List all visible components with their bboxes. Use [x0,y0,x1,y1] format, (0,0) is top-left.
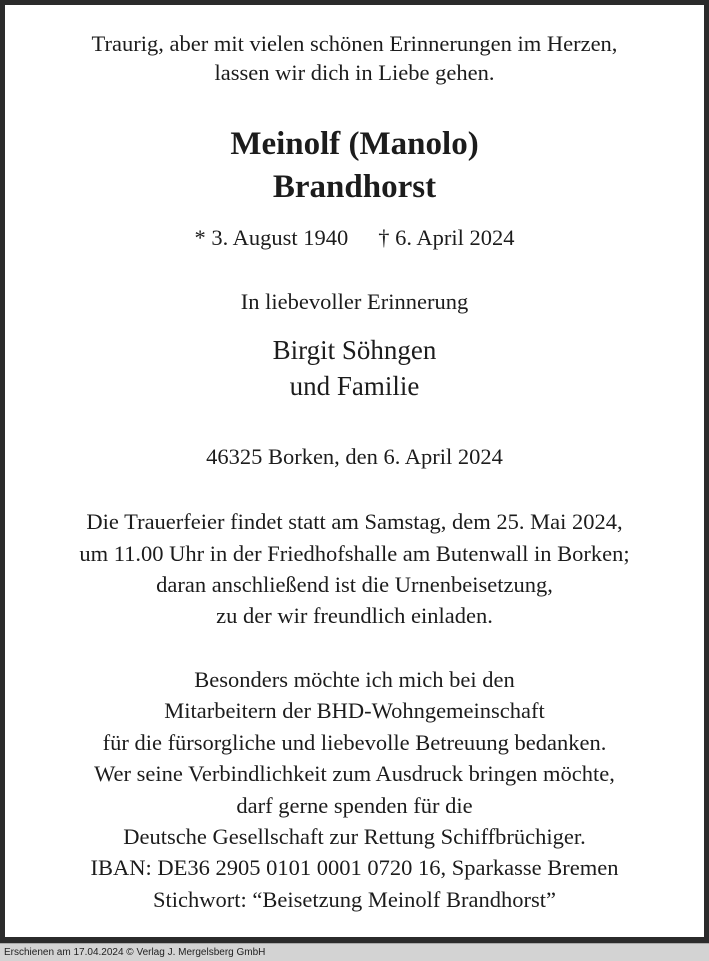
intro-line-1: Traurig, aber mit vielen schönen Erinnerungen im Herzen, [91,31,618,56]
ceremony-line-1: Die Trauerfeier findet statt am Samstag, dem 25. Mai 2024, [86,509,623,534]
thanks-line-3: für die fürsorgliche und liebevolle Betreuung bedanken. [102,730,607,755]
publication-footer: Erschienen am 17.04.2024 © Verlag J. Mergelsberg GmbH [0,943,709,961]
deceased-name-line-2: Brandhorst [272,169,437,205]
ceremony-line-2: um 11.00 Uhr in der Friedhofshalle am Butenwall in Borken; [79,541,630,566]
place-date: 46325 Borken, den 6. April 2024 [206,444,503,469]
deceased-name-line-1: Meinolf (Manolo) [230,126,479,162]
life-dates [0,222,709,254]
ceremony-line-4: zu der wir freundlich einladen. [216,603,493,628]
family-line-2: und Familie [289,371,420,401]
thanks-line-4: Wer seine Verbindlichkeit zum Ausdruck bringen möchte, [94,761,615,786]
intro-line-2: lassen wir dich in Liebe gehen. [214,60,495,85]
death-date: † 6. April 2024 [378,225,515,250]
thanks-line-6: Deutsche Gesellschaft zur Rettung Schiffbrüchiger. [123,824,586,849]
donation-iban: IBAN: DE36 2905 0101 0001 0720 16, Sparkasse Bremen [90,855,619,880]
family-line-1: Birgit Söhngen [272,335,437,365]
thanks-line-1: Besonders möchte ich mich bei den [194,667,515,692]
thanks-line-2: Mitarbeitern der BHD-Wohngemeinschaft [164,698,545,723]
donation-keyword: Stichwort: “Beisetzung Meinolf Brandhorst” [152,887,557,912]
ceremony-line-3: daran anschließend ist die Urnenbeisetzung, [156,572,553,597]
thanks-line-5: darf gerne spenden für die [236,793,473,818]
remembrance-heading: In liebevoller Erinnerung [240,289,469,314]
birth-date: * 3. August 1940 [194,225,349,250]
